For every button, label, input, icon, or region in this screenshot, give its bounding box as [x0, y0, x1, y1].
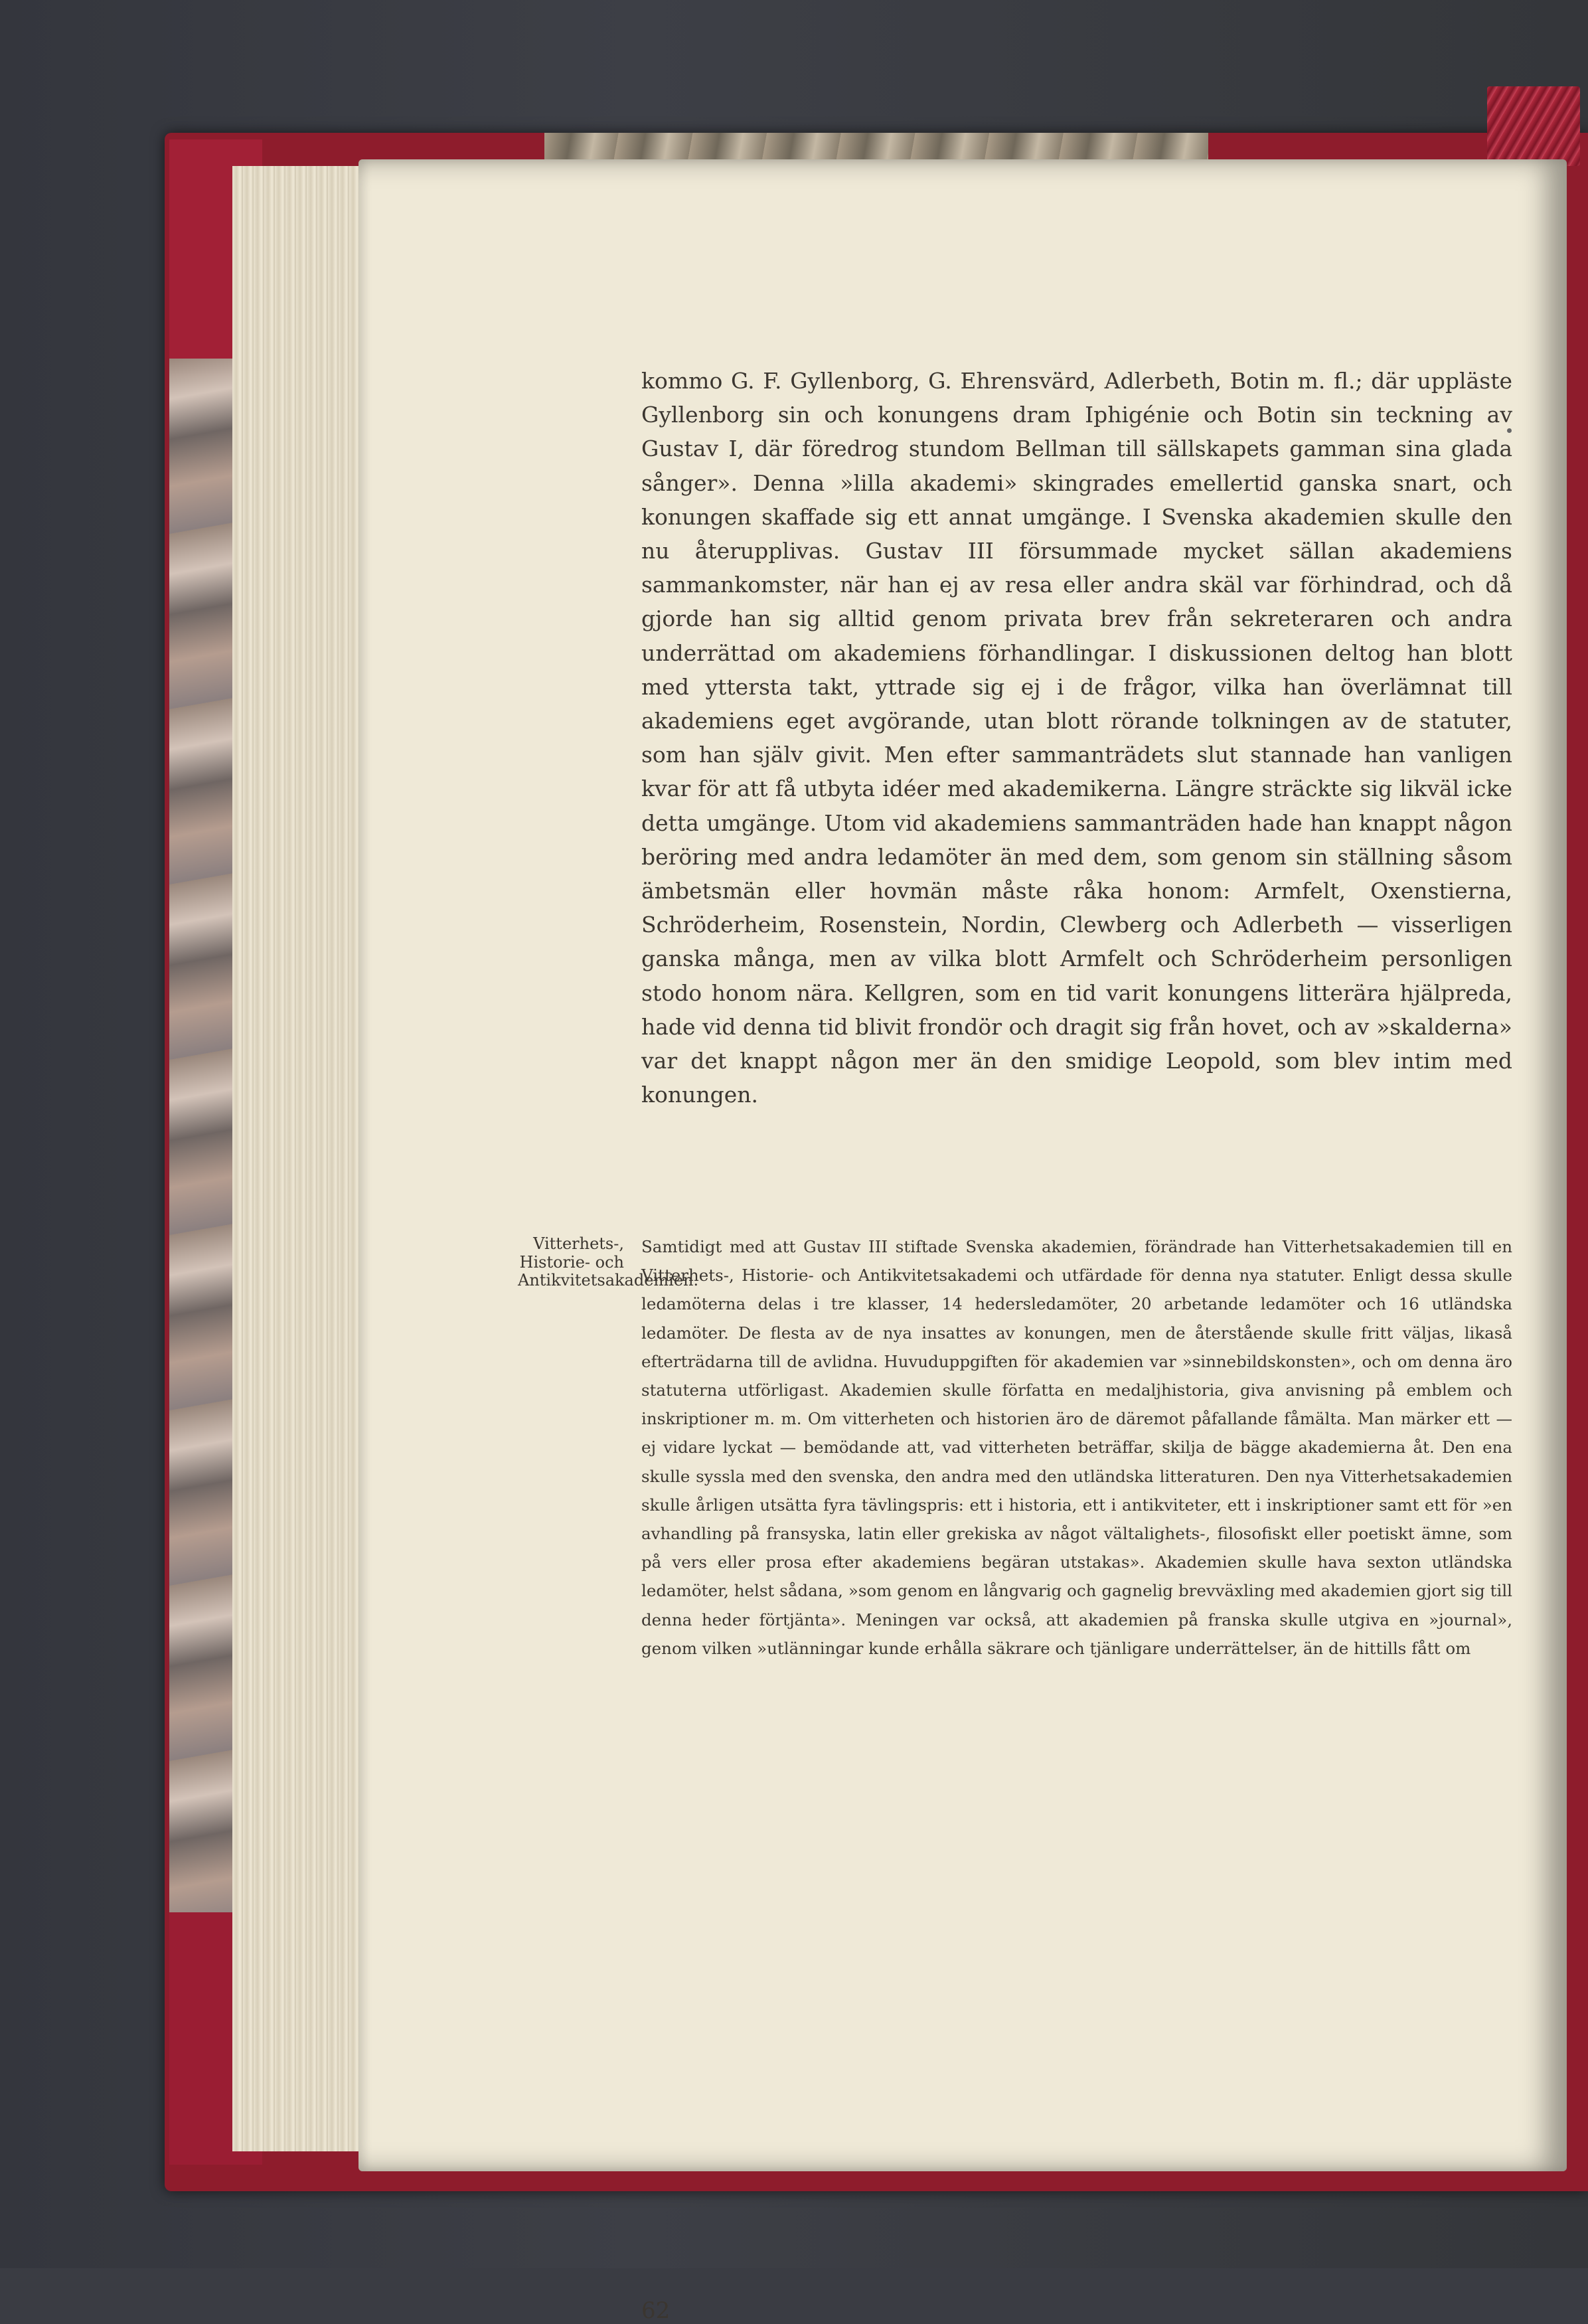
page-number: 62: [641, 2297, 671, 2324]
marbled-paper-left: [169, 359, 242, 1952]
margin-note: Vitterhets-, Historie- och Antikvitetsakademien.: [518, 1234, 699, 1289]
main-body-text: kommo G. F. Gyllenborg, G. Ehrensvärd, Adlerbeth, Botin m. fl.; där uppläste Gyllenborg sin och konungens dram Iphigénie och Botin sin teckning av Gustav I, där föredrog stundom Bellman till sällskapets gamman sina glada sånger». Denna »lilla akademi» skingrades emellertid ganska snart, och konungen skaffade sig ett annat umgänge. I Svenska akademien skulle den nu återupplivas. Gustav III försummade mycket sällan akademiens sammankomster, när han ej av resa eller andra skäl var förhindrad, och då gjorde han sig alltid genom privata brev från sekreteraren och andra underrättad om akademiens förhandlingar. I diskussionen deltog han blott med yttersta takt, yttrade sig ej i de frågor, vilka han överlämnat till akademiens eget avgörande, utan blott rörande tolkningen av de statuter, som han själv givit. Men efter sammanträdets slut stannade han vanligen kvar för att få utbyta idéer med akademikerna. Längre sträckte sig likväl icke detta umgänge. Utom vid akademiens sammanträden hade han knappt någon beröring med andra ledamöter än med dem, som genom sin ställning såsom ämbetsmän eller hovmän måste råka honom: Armfelt, Oxenstierna, Schröderheim, Rosenstein, Nordin, Clewberg och Adlerbeth — visserligen ganska många, men av vilka blott Armfelt och Schröderheim personligen stodo honom nära. Kellgren, som en tid varit konungens litterära hjälpreda, hade vid denna tid blivit frondör och dragit sig från hovet, och av »skalderna» var det knappt någon mer än den smidige Leopold, som blev intim med konungen.: [641, 368, 1512, 1108]
small-print-paragraph: Samtidigt med att Gustav III stiftade Svenska akademien, förändrade han Vitterhetsakademien till en Vitterhets-, Historie- och Antikvitetsakademi och utfärdade för denna nya statuter. Enligt dessa skulle ledamöterna delas i tre klasser, 14 hedersledamöter, 20 arbetande ledamöter och 16 utländska ledamöter. De flesta av de nya insattes av konungen, men de återstående skulle fritt väljas, likaså efterträdarna till de avlidna. Huvuduppgiften för akademien var »sinnebildskonsten», och om denna äro statuterna utförligast. Akademien skulle författa en medaljhistoria, giva anvisning på emblem och inskriptioner m. m. Om vitterheten och historien äro de däremot påfallande fåmälta. Man märker ett — ej vidare lyckat — bemödande att, vad vitterheten beträffar, skilja de bägge akademierna åt. Den ena skulle syssla med den svenska, den andra med den utländska litteraturen. Den nya Vitterhetsakademien skulle årligen utsätta fyra tävlingspris: ett i historia, ett i antikviteter, ett i inskriptioner samt ett för »en avhandling på fransyska, latin eller grekiska av något vältalighets-, filosofiskt eller poetiskt ämne, som på vers eller prosa efter akademiens begäran utstakas». Akademien skulle hava sexton utländska ledamöter, helst sådana, »som genom en långvarig och gagnelig brevväxling med akademien gjort sig till denna heder förtjänta». Meningen var också, att akademien på franska skulle utgiva en »journal», genom vilken »utlänningar kunde erhålla säkrare och tjänligare underrättelser, än de hittills fått om: [641, 1237, 1512, 1658]
page-edges: [232, 166, 365, 2151]
ribbon-bookmark: [1487, 86, 1580, 166]
